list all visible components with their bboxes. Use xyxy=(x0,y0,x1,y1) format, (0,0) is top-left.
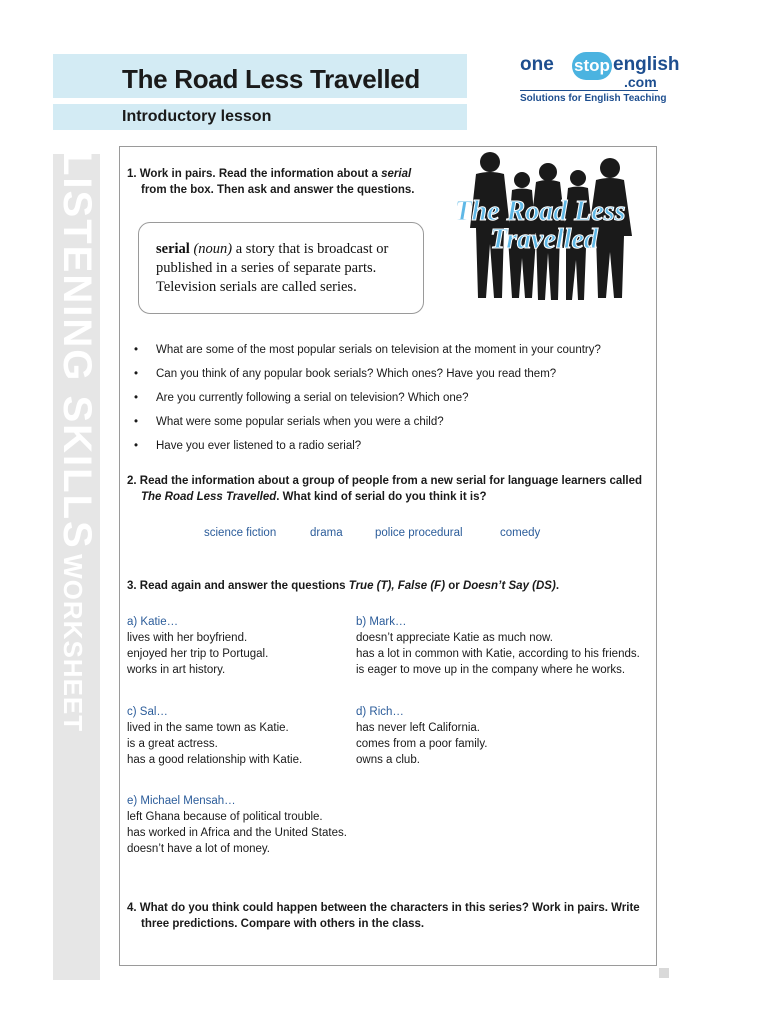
question-2-serial-title: The Road Less Travelled xyxy=(141,491,277,503)
list-item-text: Have you ever listened to a radio serial? xyxy=(156,440,362,452)
statement: has a lot in common with Katie, according to his friends. xyxy=(356,648,640,660)
statement: doesn’t have a lot of money. xyxy=(127,843,270,855)
question-4-line2: three predictions. Compare with others in the class. xyxy=(141,918,425,930)
option-police-procedural: police procedural xyxy=(375,527,463,539)
list-item xyxy=(130,410,650,434)
option-comedy: comedy xyxy=(500,527,541,539)
side-band-main: LISTENING SKILLS xyxy=(55,151,99,550)
character-label: d) xyxy=(356,706,370,718)
list-item-text: Can you think of any popular book serials? Which ones? Have you read them? xyxy=(156,368,557,380)
side-band-worksheet: WORKSHEET xyxy=(58,554,88,733)
logo-stop: stop xyxy=(572,52,612,80)
question-1 xyxy=(127,166,437,198)
question-3-ds: Doesn’t Say (DS) xyxy=(462,580,556,592)
definition-text xyxy=(156,240,416,297)
page-title: The Road Less Travelled xyxy=(122,64,420,94)
bullet-dot: • xyxy=(134,440,139,452)
character-label: a) xyxy=(127,616,141,628)
statement: has worked in Africa and the United States. xyxy=(127,827,347,839)
question-2-line2: . What kind of serial do you think it is? xyxy=(276,491,487,503)
option-science-fiction: science fiction xyxy=(204,527,277,539)
statement: is a great actress. xyxy=(127,738,218,750)
question-3-tf: True (T), False (F) xyxy=(348,580,449,592)
character-name: Katie… xyxy=(140,616,179,628)
statement: lived in the same town as Katie. xyxy=(127,722,289,734)
graphic-title-line2: Travelled xyxy=(490,224,598,255)
character-sal xyxy=(127,704,347,768)
question-1-serial: serial xyxy=(381,168,412,180)
character-name: Rich… xyxy=(369,706,404,718)
silhouette-group-image xyxy=(440,148,645,308)
bullet-dot: • xyxy=(134,368,139,380)
statement: is eager to move up in the company where he works. xyxy=(356,664,626,676)
statement: has never left California. xyxy=(356,722,481,734)
character-michael xyxy=(127,793,427,857)
statement: left Ghana because of political trouble. xyxy=(127,811,323,823)
bullet-dot: • xyxy=(134,416,139,428)
bullet-dot: • xyxy=(134,344,139,356)
question-4-line1: 4. What do you think could happen between the characters in this series? Work in pairs. Write xyxy=(127,902,640,914)
question-1-line1: 1. Work in pairs. Read the information about a xyxy=(127,168,382,180)
definition-body: a story that is broadcast or published in a series of separate parts. Television serials are called series. xyxy=(156,241,389,295)
statement: doesn’t appreciate Katie as much now. xyxy=(356,632,553,644)
statement: comes from a poor family. xyxy=(356,738,488,750)
character-label: c) xyxy=(127,706,140,718)
question-3-or: or xyxy=(448,580,463,592)
list-item xyxy=(130,434,650,458)
logo-divider xyxy=(520,90,658,91)
logo-one: one xyxy=(520,54,554,75)
statement: enjoyed her trip to Portugal. xyxy=(127,648,269,660)
side-band-text xyxy=(54,151,100,959)
question-3-prefix: 3. Read again and answer the questions xyxy=(127,580,349,592)
graphic-title-line1: The Road Less xyxy=(454,196,626,227)
list-item-text: What are some of the most popular serials on television at the moment in your country? xyxy=(156,344,601,356)
logo-english: english xyxy=(613,54,680,75)
character-mark xyxy=(356,614,656,678)
list-item-text: What were some popular serials when you were a child? xyxy=(156,416,444,428)
question-2-line1: 2. Read the information about a group of people from a new serial for language learners called xyxy=(127,475,643,487)
list-item xyxy=(130,338,650,362)
statement: works in art history. xyxy=(127,664,226,676)
logo-tagline: Solutions for English Teaching xyxy=(520,93,667,104)
list-item-text: Are you currently following a serial on television? Which one? xyxy=(156,392,469,404)
frame-corner xyxy=(659,968,669,978)
character-katie xyxy=(127,614,347,678)
statement: lives with her boyfriend. xyxy=(127,632,248,644)
character-name: Mark… xyxy=(369,616,407,628)
character-label: e) xyxy=(127,795,141,807)
character-name: Sal… xyxy=(139,706,168,718)
definition-word: serial xyxy=(156,241,190,257)
question-2 xyxy=(127,473,652,505)
onestopenglish-logo[interactable] xyxy=(520,52,680,108)
definition-pos: (noun) xyxy=(193,241,233,257)
list-item xyxy=(130,386,650,410)
logo-com: .com xyxy=(624,74,657,90)
character-rich xyxy=(356,704,656,768)
question-3 xyxy=(127,578,652,594)
character-name: Michael Mensah… xyxy=(140,795,236,807)
statement: has a good relationship with Katie. xyxy=(127,754,303,766)
character-label: b) xyxy=(356,616,370,628)
question-1-list xyxy=(130,338,650,458)
option-drama: drama xyxy=(310,527,343,539)
question-1-line2: from the box. Then ask and answer the questions. xyxy=(141,184,415,196)
question-4 xyxy=(127,900,652,932)
page-subtitle: Introductory lesson xyxy=(122,108,272,125)
statement: owns a club. xyxy=(356,754,420,766)
bullet-dot: • xyxy=(134,392,139,404)
list-item xyxy=(130,362,650,386)
question-3-end: . xyxy=(555,580,560,592)
